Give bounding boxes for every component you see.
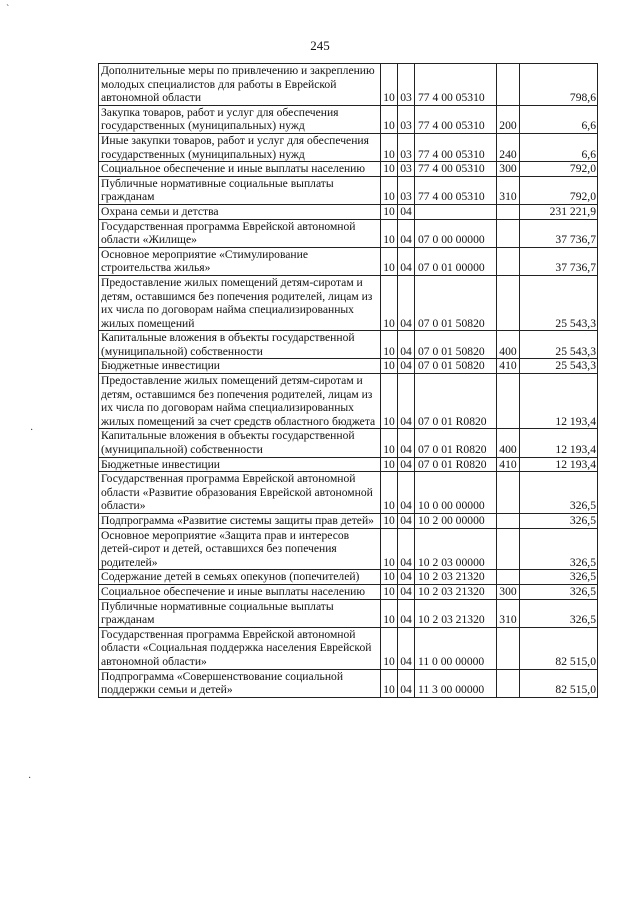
amount-cell: 231 221,9	[520, 204, 598, 219]
target-article-cell	[415, 204, 497, 219]
expense-type-cell: 200	[497, 105, 520, 133]
target-article-cell: 07 0 01 00000	[415, 247, 497, 275]
table-row	[99, 275, 598, 330]
expense-type-cell	[497, 275, 520, 330]
section-code-cell: 10	[381, 374, 398, 429]
row-name-cell: Социальное обеспечение и иные выплаты населению	[99, 584, 381, 599]
expense-type-cell	[497, 374, 520, 429]
section-code-cell: 10	[381, 105, 398, 133]
row-name-cell: Охрана семьи и детства	[99, 204, 381, 219]
expense-type-cell: 300	[497, 584, 520, 599]
row-name-cell: Государственная программа Еврейской автономной области «Развитие образования Еврейской автономной области»	[99, 472, 381, 514]
subsection-code-cell: 04	[398, 514, 415, 529]
table-row	[99, 162, 598, 177]
table-row	[99, 627, 598, 669]
target-article-cell: 07 0 01 50820	[415, 275, 497, 330]
target-article-cell: 10 0 00 00000	[415, 472, 497, 514]
subsection-code-cell: 03	[398, 133, 415, 161]
expense-type-cell	[497, 570, 520, 585]
amount-cell: 25 543,3	[520, 359, 598, 374]
target-article-cell: 77 4 00 05310	[415, 133, 497, 161]
section-code-cell: 10	[381, 247, 398, 275]
expense-type-cell	[497, 528, 520, 570]
row-name-cell: Капитальные вложения в объекты государственной (муниципальной) собственности	[99, 331, 381, 359]
table-row	[99, 359, 598, 374]
row-name-cell: Социальное обеспечение и иные выплаты населению	[99, 162, 381, 177]
budget-table-container	[98, 63, 598, 698]
subsection-code-cell: 04	[398, 331, 415, 359]
section-code-cell: 10	[381, 176, 398, 204]
subsection-code-cell: 04	[398, 584, 415, 599]
table-row	[99, 528, 598, 570]
subsection-code-cell: 04	[398, 627, 415, 669]
amount-cell: 326,5	[520, 514, 598, 529]
expense-type-cell: 310	[497, 176, 520, 204]
section-code-cell: 10	[381, 162, 398, 177]
budget-table-body	[99, 64, 598, 698]
subsection-code-cell: 04	[398, 204, 415, 219]
expense-type-cell: 410	[497, 457, 520, 472]
table-row	[99, 176, 598, 204]
amount-cell: 25 543,3	[520, 275, 598, 330]
expense-type-cell: 310	[497, 599, 520, 627]
section-code-cell: 10	[381, 275, 398, 330]
expense-type-cell: 400	[497, 429, 520, 457]
table-row	[99, 584, 598, 599]
row-name-cell: Бюджетные инвестиции	[99, 457, 381, 472]
expense-type-cell	[497, 627, 520, 669]
subsection-code-cell: 04	[398, 374, 415, 429]
row-name-cell: Содержание детей в семьях опекунов (попечителей)	[99, 570, 381, 585]
section-code-cell: 10	[381, 429, 398, 457]
section-code-cell: 10	[381, 599, 398, 627]
expense-type-cell	[497, 219, 520, 247]
amount-cell: 6,6	[520, 105, 598, 133]
expense-type-cell	[497, 204, 520, 219]
amount-cell: 326,5	[520, 570, 598, 585]
expense-type-cell: 410	[497, 359, 520, 374]
subsection-code-cell: 04	[398, 472, 415, 514]
section-code-cell: 10	[381, 457, 398, 472]
subsection-code-cell: 03	[398, 176, 415, 204]
amount-cell: 326,5	[520, 584, 598, 599]
target-article-cell: 77 4 00 05310	[415, 105, 497, 133]
section-code-cell: 10	[381, 472, 398, 514]
section-code-cell: 10	[381, 627, 398, 669]
target-article-cell: 10 2 03 21320	[415, 599, 497, 627]
amount-cell: 37 736,7	[520, 219, 598, 247]
table-row	[99, 247, 598, 275]
amount-cell: 792,0	[520, 176, 598, 204]
amount-cell: 326,5	[520, 472, 598, 514]
section-code-cell: 10	[381, 514, 398, 529]
row-name-cell: Предоставление жилых помещений детям-сиротам и детям, оставшимся без попечения родителей, лицам из их числа по договорам найма специализированных жилых помещений за счет средств областного бюджета	[99, 374, 381, 429]
section-code-cell: 10	[381, 570, 398, 585]
expense-type-cell	[497, 247, 520, 275]
subsection-code-cell: 04	[398, 599, 415, 627]
target-article-cell: 07 0 01 50820	[415, 331, 497, 359]
row-name-cell: Государственная программа Еврейской автономной области «Социальная поддержка населения Еврейской автономной области»	[99, 627, 381, 669]
section-code-cell: 10	[381, 219, 398, 247]
expense-type-cell: 240	[497, 133, 520, 161]
row-name-cell: Дополнительные меры по привлечению и закреплению молодых специалистов для работы в Еврейской автономной области	[99, 64, 381, 106]
section-code-cell: 10	[381, 64, 398, 106]
subsection-code-cell: 03	[398, 64, 415, 106]
amount-cell: 25 543,3	[520, 331, 598, 359]
amount-cell: 798,6	[520, 64, 598, 106]
target-article-cell: 77 4 00 05310	[415, 162, 497, 177]
expense-type-cell: 300	[497, 162, 520, 177]
amount-cell: 6,6	[520, 133, 598, 161]
table-row	[99, 457, 598, 472]
budget-table	[98, 63, 598, 698]
target-article-cell: 07 0 01 R0820	[415, 374, 497, 429]
row-name-cell: Государственная программа Еврейской автономной области «Жилище»	[99, 219, 381, 247]
section-code-cell: 10	[381, 204, 398, 219]
table-row	[99, 374, 598, 429]
table-row	[99, 219, 598, 247]
row-name-cell: Основное мероприятие «Защита прав и интересов детей-сирот и детей, оставшихся без попечения родителей»	[99, 528, 381, 570]
target-article-cell: 10 2 03 00000	[415, 528, 497, 570]
row-name-cell: Закупка товаров, работ и услуг для обеспечения государственных (муниципальных) нужд	[99, 105, 381, 133]
amount-cell: 326,5	[520, 528, 598, 570]
section-code-cell: 10	[381, 584, 398, 599]
page-number: 245	[310, 38, 330, 53]
target-article-cell: 07 0 01 50820	[415, 359, 497, 374]
amount-cell: 792,0	[520, 162, 598, 177]
table-row	[99, 105, 598, 133]
target-article-cell: 11 0 00 00000	[415, 627, 497, 669]
subsection-code-cell: 04	[398, 275, 415, 330]
target-article-cell: 11 3 00 00000	[415, 669, 497, 697]
table-row	[99, 514, 598, 529]
row-name-cell: Бюджетные инвестиции	[99, 359, 381, 374]
scan-mark-left-lower: ·	[28, 773, 32, 784]
expense-type-cell	[497, 472, 520, 514]
section-code-cell: 10	[381, 528, 398, 570]
subsection-code-cell: 04	[398, 429, 415, 457]
section-code-cell: 10	[381, 669, 398, 697]
section-code-cell: 10	[381, 331, 398, 359]
subsection-code-cell: 04	[398, 669, 415, 697]
amount-cell: 37 736,7	[520, 247, 598, 275]
expense-type-cell: 400	[497, 331, 520, 359]
amount-cell: 82 515,0	[520, 627, 598, 669]
section-code-cell: 10	[381, 359, 398, 374]
amount-cell: 82 515,0	[520, 669, 598, 697]
amount-cell: 12 193,4	[520, 429, 598, 457]
subsection-code-cell: 04	[398, 219, 415, 247]
subsection-code-cell: 04	[398, 528, 415, 570]
expense-type-cell	[497, 64, 520, 106]
row-name-cell: Иные закупки товаров, работ и услуг для обеспечения государственных (муниципальных) нужд	[99, 133, 381, 161]
row-name-cell: Подпрограмма «Развитие системы защиты прав детей»	[99, 514, 381, 529]
target-article-cell: 10 2 00 00000	[415, 514, 497, 529]
amount-cell: 12 193,4	[520, 374, 598, 429]
target-article-cell: 10 2 03 21320	[415, 584, 497, 599]
expense-type-cell	[497, 669, 520, 697]
expense-type-cell	[497, 514, 520, 529]
row-name-cell: Предоставление жилых помещений детям-сиротам и детям, оставшимся без попечения родителей, лицам из их числа по договорам найма специализированных жилых помещений	[99, 275, 381, 330]
subsection-code-cell: 04	[398, 570, 415, 585]
table-row	[99, 133, 598, 161]
target-article-cell: 07 0 00 00000	[415, 219, 497, 247]
section-code-cell: 10	[381, 133, 398, 161]
scan-mark-top: `	[6, 4, 10, 15]
table-row	[99, 204, 598, 219]
target-article-cell: 77 4 00 05310	[415, 64, 497, 106]
target-article-cell: 10 2 03 21320	[415, 570, 497, 585]
subsection-code-cell: 04	[398, 457, 415, 472]
table-row	[99, 669, 598, 697]
row-name-cell: Основное мероприятие «Стимулирование строительства жилья»	[99, 247, 381, 275]
amount-cell: 326,5	[520, 599, 598, 627]
table-row	[99, 331, 598, 359]
table-row	[99, 472, 598, 514]
table-row	[99, 429, 598, 457]
scan-mark-left-upper: ·	[30, 425, 34, 436]
row-name-cell: Подпрограмма «Совершенствование социальной поддержки семьи и детей»	[99, 669, 381, 697]
table-row	[99, 64, 598, 106]
table-row	[99, 599, 598, 627]
target-article-cell: 07 0 01 R0820	[415, 429, 497, 457]
row-name-cell: Публичные нормативные социальные выплаты гражданам	[99, 599, 381, 627]
target-article-cell: 07 0 01 R0820	[415, 457, 497, 472]
subsection-code-cell: 03	[398, 162, 415, 177]
subsection-code-cell: 04	[398, 247, 415, 275]
subsection-code-cell: 04	[398, 359, 415, 374]
row-name-cell: Капитальные вложения в объекты государственной (муниципальной) собственности	[99, 429, 381, 457]
target-article-cell: 77 4 00 05310	[415, 176, 497, 204]
table-row	[99, 570, 598, 585]
amount-cell: 12 193,4	[520, 457, 598, 472]
subsection-code-cell: 03	[398, 105, 415, 133]
row-name-cell: Публичные нормативные социальные выплаты гражданам	[99, 176, 381, 204]
